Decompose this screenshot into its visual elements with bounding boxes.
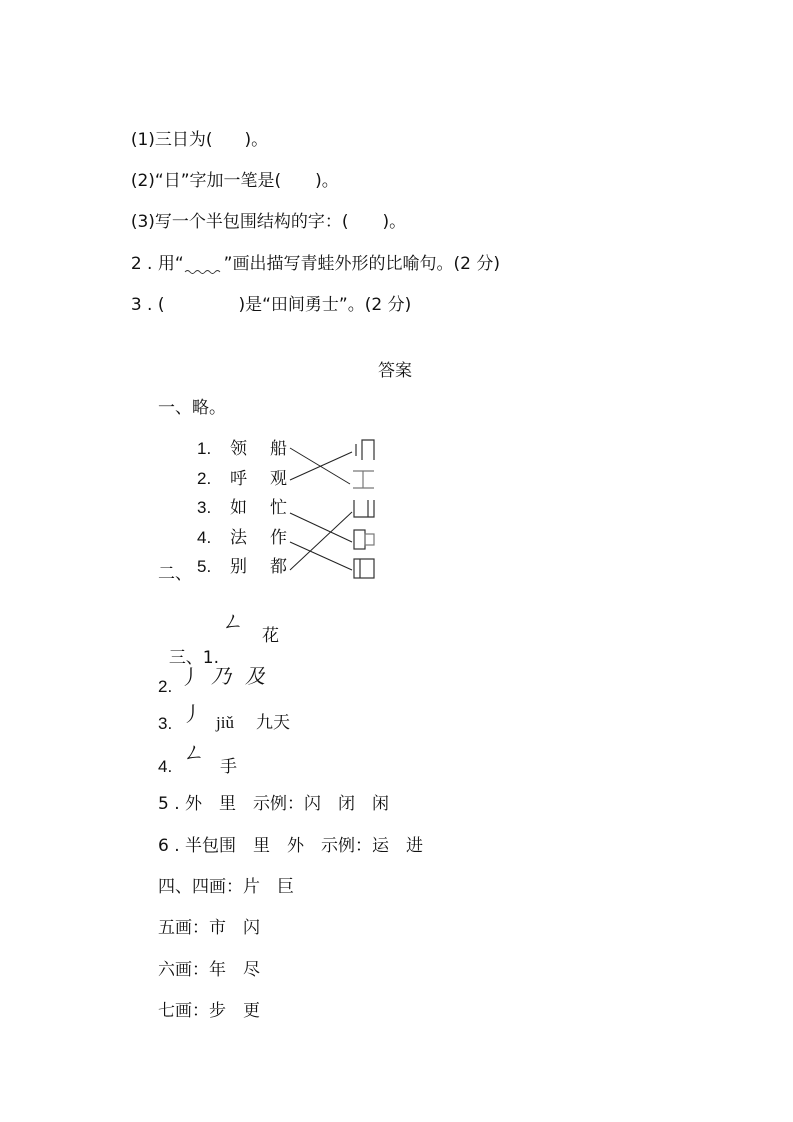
item-label: 三、1. <box>168 648 220 668</box>
question-suffix: )是“田间勇士”。(2 分) <box>238 295 412 315</box>
structure-left-middle-right-icon <box>354 559 374 578</box>
answer-3-3-pinyin: jiǔ <box>216 713 234 732</box>
question-3 <box>120 272 411 316</box>
match-row-5-char-a: 别 <box>230 557 247 577</box>
stroke-glyph-3-1: ㄥ <box>222 610 245 635</box>
match-row-4-number: 4. <box>197 528 212 547</box>
match-row-3-number: 3. <box>197 498 212 517</box>
answer-3-1-char: 花 <box>262 626 279 646</box>
match-row-1-char-a: 领 <box>230 439 247 459</box>
match-row-2-number: 2. <box>197 469 212 488</box>
answer-section-1: 一、略。 <box>158 398 226 418</box>
match-row-1-number: 1. <box>197 439 212 458</box>
question-close: )。 <box>244 130 269 150</box>
structure-left-right-narrow-icon <box>356 440 374 460</box>
match-row-4-char-a: 法 <box>230 528 247 548</box>
structure-half-enclosure-icon <box>354 500 374 517</box>
answers-title: 答案 <box>378 361 412 381</box>
structure-left-right-box-icon <box>354 530 374 549</box>
question-2 <box>120 231 500 275</box>
match-row-3-char-b: 忙 <box>270 498 287 518</box>
answer-3-3-label: 3. <box>158 714 173 733</box>
question-suffix: ”画出描写青蛙外形的比喻句。(2 分) <box>223 254 500 274</box>
answer-3-2-char-2: 及 <box>245 666 265 688</box>
match-row-3-char-a: 如 <box>230 498 247 518</box>
question-text: (3)写一个半包围结构的字：( <box>130 212 349 232</box>
question-close: )。 <box>382 212 407 232</box>
answer-4-line-3: 六画：年 尽 <box>158 960 260 980</box>
question-text: (2)“日”字加一笔是( <box>130 171 282 191</box>
question-text: (1)三日为( <box>130 130 213 150</box>
stroke-glyph-3-4: ㄥ <box>183 741 206 766</box>
answer-3-3-stroke: 丿 <box>182 702 202 726</box>
answer-3-4-char: 手 <box>220 757 237 777</box>
match-row-4-char-b: 作 <box>270 528 287 548</box>
question-1-2 <box>120 148 339 192</box>
answer-4-line-4: 七画：步 更 <box>158 1001 260 1021</box>
answer-4-line-1: 四、四画：片 巨 <box>158 877 294 897</box>
structure-top-bottom-icon <box>353 471 374 488</box>
match-row-1-char-b: 船 <box>270 439 287 459</box>
match-row-2-char-a: 呼 <box>230 469 247 489</box>
question-prefix: 2 . 用“ <box>130 254 184 274</box>
answer-3-4-label: 4. <box>158 757 173 776</box>
connection-lines <box>290 448 352 570</box>
answer-3-2-label: 2. <box>158 677 173 696</box>
question-1-3 <box>120 189 406 233</box>
answer-section-2-label: 二、 <box>158 564 192 584</box>
answer-4-line-2: 五画：市 闪 <box>158 918 260 938</box>
answer-3-2-stroke: 丿 <box>180 665 200 689</box>
answer-3-1 <box>158 625 219 669</box>
match-row-5-char-b: 都 <box>270 557 287 577</box>
answer-3-2-char-1: 乃 <box>211 666 231 688</box>
match-row-2-char-b: 观 <box>270 469 287 489</box>
answer-3-6: 6 . 半包围 里 外 示例：运 进 <box>158 836 424 856</box>
question-close: )。 <box>315 171 339 191</box>
answer-3-5: 5 . 外 里 示例：闪 闭 闲 <box>158 794 390 814</box>
answer-3-3-word: 九天 <box>256 713 290 733</box>
match-row-5-number: 5. <box>197 557 212 576</box>
question-prefix: 3 . ( <box>130 295 165 315</box>
question-1-1 <box>120 107 268 151</box>
